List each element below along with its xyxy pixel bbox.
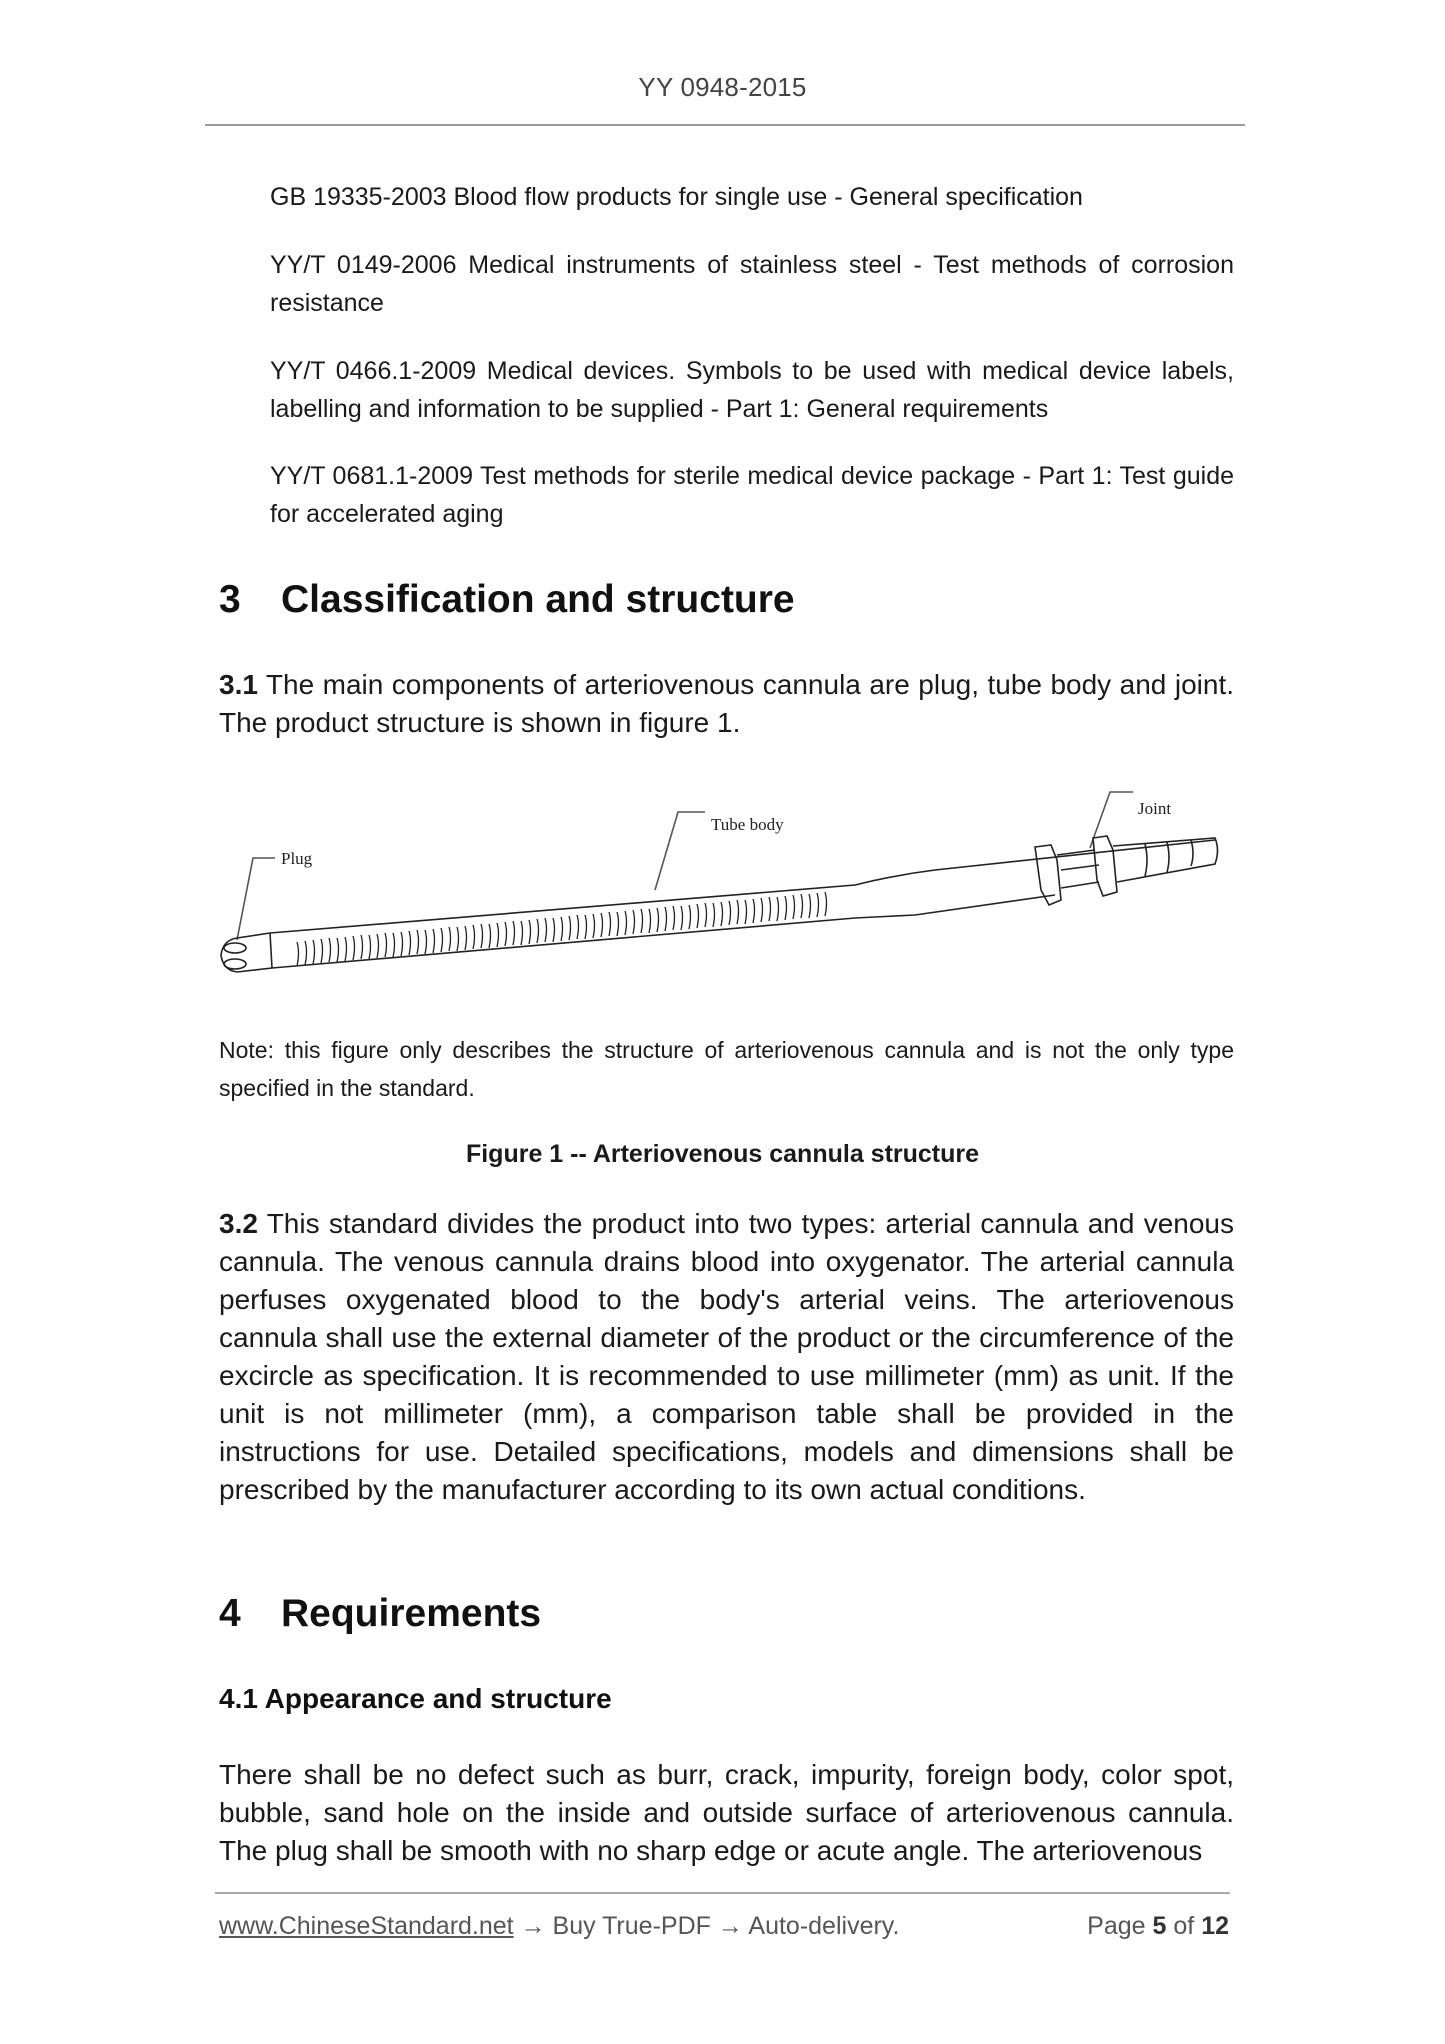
- figure-note: Note: this figure only describes the structure of arteriovenous cannula and is not the only type specified in the standard.: [219, 1037, 1234, 1101]
- clause-3-1: [219, 666, 1234, 742]
- reference-item: YY/T 0149-2006 Medical instruments of stainless steel - Test methods of corrosion resistance: [270, 251, 1234, 317]
- website-link[interactable]: www.ChineseStandard.net: [219, 1912, 514, 1940]
- clause-text: This standard divides the product into two types: arterial cannula and venous cannula. The venous cannula drains blood into oxygenator. The arterial cannula perfuses oxygenated blood to the body's arterial veins. The arteriovenous cannula shall use the external diameter of the product or the circumference of the excircle as specification. It is recommended to use millimeter (mm) as unit. If the unit is not millimeter (mm), a comparison table shall be provided in the instructions for use. Detailed specifications, models and dimensions shall be prescribed by the manufacturer according to its own actual conditions.: [219, 1208, 1234, 1505]
- document-id-header: YY 0948-2015: [638, 72, 807, 102]
- header-divider: [205, 124, 1245, 126]
- section-title: Requirements: [281, 1592, 542, 1635]
- footer-divider: [215, 1892, 1230, 1894]
- reference-item: YY/T 0466.1-2009 Medical devices. Symbols to be used with medical device labels, labelling and information to be supplied - Part 1: General requirements: [270, 357, 1234, 423]
- joint-label: Joint: [1138, 799, 1172, 818]
- current-page: 5: [1152, 1912, 1167, 1940]
- figure-caption: Figure 1 -- Arteriovenous cannula structure: [465, 1140, 980, 1168]
- plug-label: Plug: [281, 849, 313, 868]
- clause-text: The main components of arteriovenous cannula are plug, tube body and joint. The product structure is shown in figure 1.: [219, 669, 1234, 738]
- tube-body-label: Tube body: [711, 815, 784, 834]
- section-number: 3: [219, 578, 241, 621]
- section-heading-4: [219, 1592, 541, 1636]
- section-title: Classification and structure: [281, 578, 795, 621]
- subsection-heading-4-1: 4.1 Appearance and structure: [219, 1683, 612, 1714]
- footer-tagline: → Buy True-PDF → Auto-delivery.: [513, 1912, 900, 1940]
- clause-number: 3.2: [219, 1208, 258, 1239]
- page-footer: [219, 1912, 1229, 1941]
- reference-item: GB 19335-2003 Blood flow products for single use - General specification: [270, 183, 1083, 211]
- section-number: 4: [219, 1592, 241, 1635]
- total-pages: 12: [1201, 1912, 1229, 1940]
- reference-item: YY/T 0681.1-2009 Test methods for sterile medical device package - Part 1: Test guide for accelerated aging: [270, 462, 1234, 528]
- section-heading-3: [219, 578, 795, 622]
- cannula-diagram: [215, 770, 1245, 1000]
- cannula-structure-figure: [215, 770, 1245, 1000]
- clause-number: 3.1: [219, 669, 258, 700]
- page-indicator: Page 5 of 12: [1087, 1912, 1229, 1940]
- clause-3-2: [219, 1205, 1234, 1509]
- clause-4-1-text: There shall be no defect such as burr, crack, impurity, foreign body, color spot, bubble, sand hole on the inside and outside surface of arteriovenous cannula. The plug shall be smooth with no sharp edge or acute angle. The arteriovenous: [219, 1759, 1234, 1866]
